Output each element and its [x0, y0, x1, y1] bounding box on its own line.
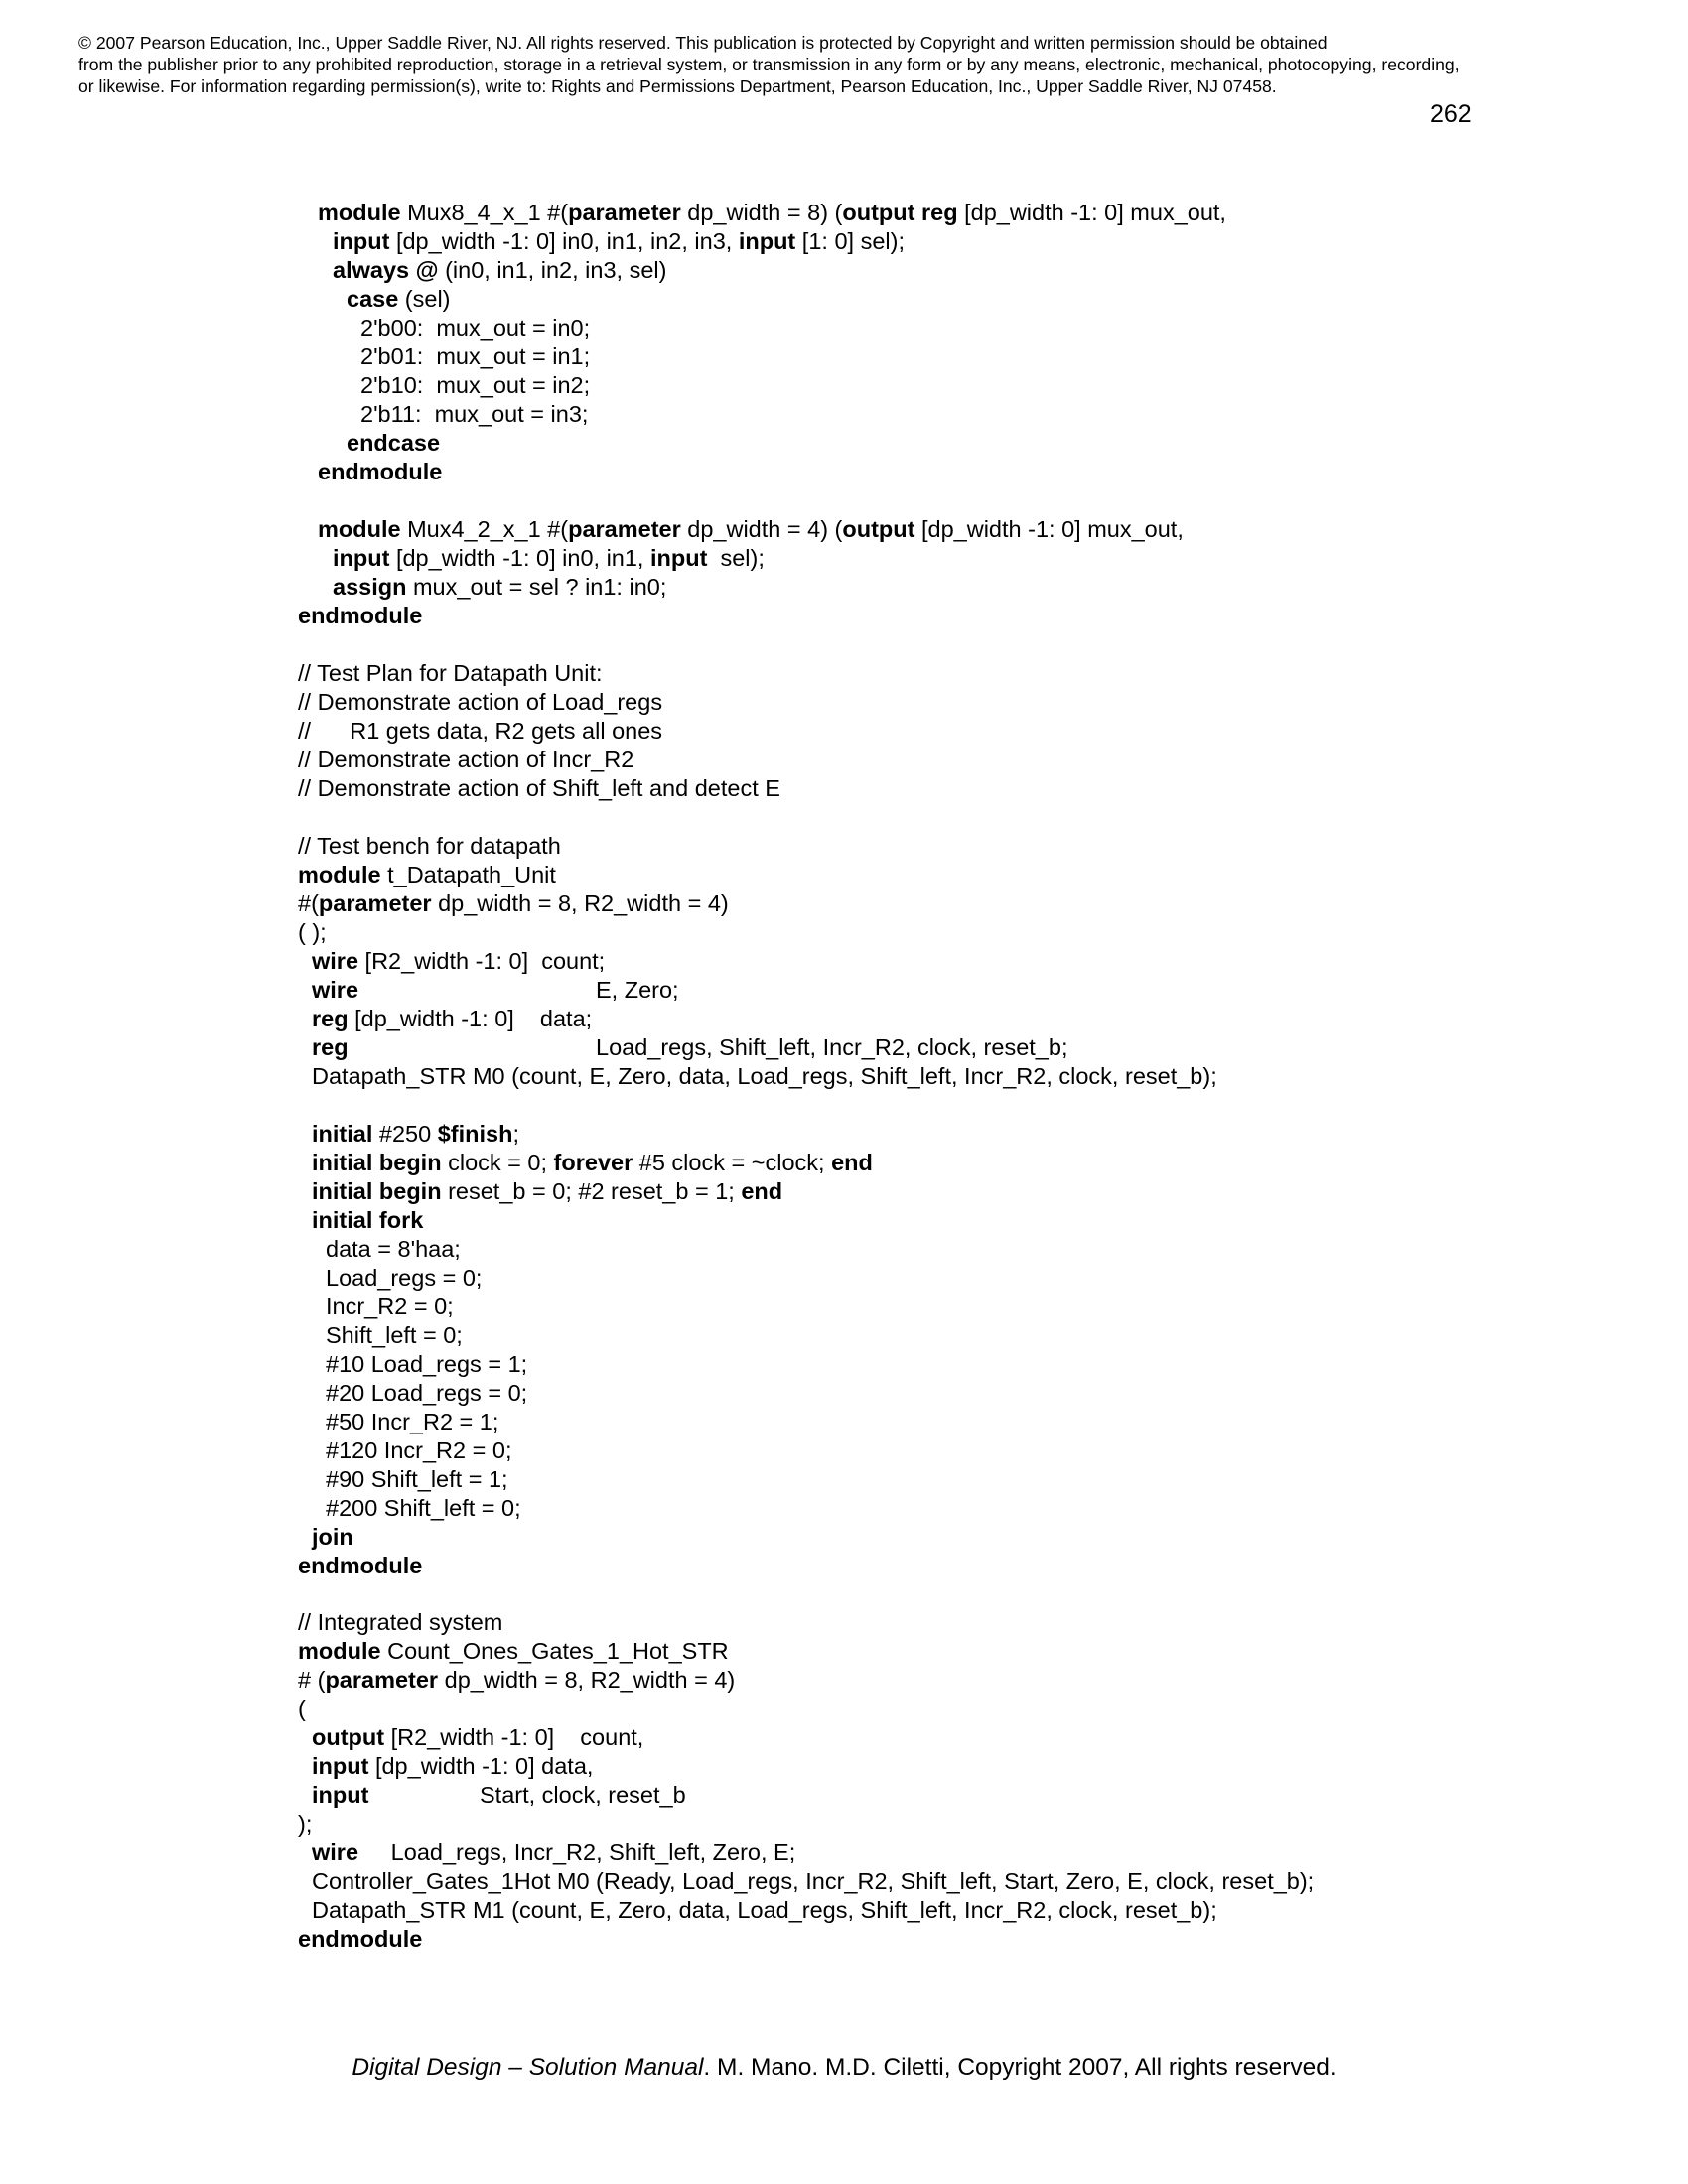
- code-text: Load_regs, Shift_left, Incr_R2, clock, reset_b;: [596, 1034, 1068, 1060]
- code-line: [326, 1321, 463, 1350]
- code-line: [360, 314, 590, 342]
- code-line: [318, 515, 1184, 544]
- code-line: [326, 1350, 527, 1379]
- code-keyword: input: [312, 1782, 369, 1808]
- code-keyword: always: [333, 257, 410, 283]
- code-text: // Demonstrate action of Load_regs: [298, 689, 663, 715]
- code-line: [298, 774, 780, 803]
- code-keyword: endcase: [347, 430, 441, 456]
- code-text: Start, clock, reset_b: [480, 1782, 686, 1808]
- code-keyword: endmodule: [298, 1926, 423, 1952]
- code-keyword: endmodule: [298, 1553, 423, 1578]
- code-keyword: module: [298, 1638, 381, 1664]
- copyright-line-2: from the publisher prior to any prohibited reproduction, storage in a retrieval system, or transmission in any form or by any means, electronic, mechanical, photocopying, recording,: [78, 55, 1460, 74]
- code-text: mux_out = sel ? in1: in0;: [406, 574, 667, 600]
- code-text: reset_b = 0; #2 reset_b = 1;: [441, 1178, 742, 1204]
- code-keyword: reg: [312, 1006, 349, 1031]
- code-line: [333, 573, 666, 602]
- footer-book-title: Digital Design – Solution Manual: [352, 2054, 704, 2081]
- page-footer: [0, 2053, 1688, 2083]
- code-line: [326, 1235, 461, 1264]
- code-keyword: wire: [312, 1840, 359, 1865]
- code-line: [298, 659, 603, 688]
- code-text: );: [298, 1811, 313, 1837]
- code-keyword: end: [741, 1178, 783, 1204]
- code-text: #200 Shift_left = 0;: [326, 1495, 521, 1521]
- code-line: [298, 1552, 422, 1580]
- code-text: t_Datapath_Unit: [380, 862, 556, 887]
- code-line: [312, 1177, 782, 1206]
- code-text: Count_Ones_Gates_1_Hot_STR: [380, 1638, 729, 1664]
- code-line: [333, 544, 765, 573]
- code-text: 2'b11: mux_out = in3;: [360, 401, 589, 427]
- code-text: [dp_width -1: 0] data;: [348, 1006, 593, 1031]
- code-text: dp_width = 8, R2_width = 4): [431, 890, 729, 916]
- code-line: [312, 976, 679, 1005]
- code-text: [dp_width -1: 0] in0, in1, in2, in3,: [389, 228, 739, 254]
- code-keyword: $finish: [437, 1121, 513, 1147]
- code-line: [326, 1494, 521, 1523]
- code-text: 2'b01: mux_out = in1;: [360, 343, 591, 369]
- code-line: [312, 1781, 686, 1810]
- code-line: [312, 1149, 873, 1177]
- code-keyword: wire: [312, 948, 359, 974]
- code-line: [312, 1896, 1217, 1925]
- code-text: data = 8'haa;: [326, 1236, 461, 1262]
- code-keyword: module: [318, 516, 401, 542]
- code-line: [298, 1637, 729, 1666]
- code-keyword: output reg: [842, 200, 958, 225]
- code-keyword: input: [650, 545, 708, 571]
- code-text: [dp_width -1: 0] mux_out,: [957, 200, 1226, 225]
- code-line: [298, 602, 422, 630]
- code-keyword: forever: [553, 1150, 633, 1175]
- code-text: #20 Load_regs = 0;: [326, 1380, 528, 1406]
- code-line: [318, 199, 1226, 227]
- code-text: dp_width = 4) (: [680, 516, 843, 542]
- code-line: [312, 1033, 1068, 1062]
- code-line: [298, 1666, 735, 1695]
- code-text: # (: [298, 1667, 326, 1693]
- code-text: (sel): [398, 286, 451, 312]
- code-line: [312, 947, 605, 976]
- code-text: [R2_width -1: 0] count;: [358, 948, 606, 974]
- code-text: #250: [372, 1121, 438, 1147]
- code-line: [312, 1752, 593, 1781]
- code-text: [dp_width -1: 0] data,: [368, 1753, 594, 1779]
- code-keyword: reg: [312, 1034, 349, 1060]
- code-line: [312, 1062, 1217, 1091]
- code-text: clock = 0;: [441, 1150, 554, 1175]
- code-text: 2'b10: mux_out = in2;: [360, 372, 591, 398]
- code-keyword: input: [333, 228, 390, 254]
- code-keyword: initial begin: [312, 1150, 442, 1175]
- code-keyword: parameter: [318, 890, 432, 916]
- code-line: [347, 285, 451, 314]
- copyright-notice: [78, 32, 1627, 97]
- code-line: [360, 342, 590, 371]
- code-keyword: assign: [333, 574, 407, 600]
- code-keyword: module: [318, 200, 401, 225]
- code-keyword: end: [831, 1150, 873, 1175]
- code-text: #10 Load_regs = 1;: [326, 1351, 528, 1377]
- code-text: [1: 0] sel);: [795, 228, 905, 254]
- code-line: [298, 1695, 306, 1723]
- code-keyword: case: [347, 286, 399, 312]
- code-line: [318, 458, 442, 486]
- code-text: Controller_Gates_1Hot M0 (Ready, Load_regs, Incr_R2, Shift_left, Start, Zero, E, clock, reset_b);: [312, 1868, 1315, 1894]
- code-text: #50 Incr_R2 = 1;: [326, 1409, 499, 1434]
- code-text: dp_width = 8) (: [680, 200, 843, 225]
- code-line: [298, 1608, 502, 1637]
- code-keyword: output: [842, 516, 915, 542]
- code-line: [326, 1408, 498, 1436]
- code-keyword: output: [312, 1724, 385, 1750]
- code-text: ;: [512, 1121, 519, 1147]
- code-text: Shift_left = 0;: [326, 1322, 463, 1348]
- footer-authors-copyright: . M. Mano. M.D. Ciletti, Copyright 2007, All rights reserved.: [703, 2054, 1336, 2081]
- code-text: #90 Shift_left = 1;: [326, 1466, 508, 1492]
- code-line: [312, 1005, 592, 1033]
- code-line: [298, 918, 327, 947]
- code-line: [298, 889, 729, 918]
- code-text: // Demonstrate action of Shift_left and detect E: [298, 775, 780, 801]
- code-text: dp_width = 8, R2_width = 4): [438, 1667, 736, 1693]
- code-line: [298, 832, 561, 861]
- code-text: 2'b00: mux_out = in0;: [360, 315, 591, 341]
- code-text: Load_regs, Incr_R2, Shift_left, Zero, E;: [358, 1840, 796, 1865]
- code-text: sel);: [707, 545, 765, 571]
- code-text: Datapath_STR M0 (count, E, Zero, data, Load_regs, Shift_left, Incr_R2, clock, reset_b);: [312, 1063, 1217, 1089]
- code-text: (in0, in1, in2, in3, sel): [438, 257, 667, 283]
- code-text: E, Zero;: [596, 977, 679, 1003]
- code-line: [298, 861, 556, 889]
- code-line: [326, 1436, 511, 1465]
- code-line: [360, 400, 588, 429]
- code-text: [dp_width -1: 0] in0, in1,: [389, 545, 650, 571]
- code-line: [326, 1293, 454, 1321]
- code-text: // Test bench for datapath: [298, 833, 561, 859]
- code-text: Mux4_2_x_1 #(: [400, 516, 569, 542]
- code-text: #120 Incr_R2 = 0;: [326, 1437, 512, 1463]
- code-line: [298, 717, 662, 746]
- code-line: [312, 1523, 353, 1552]
- code-keyword: endmodule: [298, 603, 423, 628]
- code-line: [326, 1379, 527, 1408]
- code-keyword: join: [312, 1524, 353, 1550]
- code-keyword: parameter: [568, 516, 681, 542]
- code-line: [298, 688, 662, 717]
- code-text: #(: [298, 890, 319, 916]
- code-text: // Test Plan for Datapath Unit:: [298, 660, 603, 686]
- code-keyword: module: [298, 862, 381, 887]
- code-keyword: input: [333, 545, 390, 571]
- code-keyword: input: [738, 228, 796, 254]
- code-text: Mux8_4_x_1 #(: [400, 200, 569, 225]
- code-text: // Integrated system: [298, 1609, 503, 1635]
- code-line: [333, 256, 666, 285]
- code-text: Datapath_STR M1 (count, E, Zero, data, Load_regs, Shift_left, Incr_R2, clock, reset_b);: [312, 1897, 1217, 1923]
- code-line: [312, 1723, 643, 1752]
- code-line: [347, 429, 440, 458]
- code-keyword: parameter: [568, 200, 681, 225]
- code-keyword: input: [312, 1753, 369, 1779]
- code-keyword: initial fork: [312, 1207, 424, 1233]
- code-text: Incr_R2 = 0;: [326, 1294, 454, 1319]
- code-line: [326, 1264, 482, 1293]
- code-text: #5 clock = ~clock;: [633, 1150, 832, 1175]
- code-line: [298, 1810, 312, 1839]
- code-line: [312, 1120, 519, 1149]
- code-line: [326, 1465, 508, 1494]
- code-line: [312, 1206, 423, 1235]
- code-text: [R2_width -1: 0] count,: [384, 1724, 644, 1750]
- code-keyword: initial: [312, 1121, 373, 1147]
- code-line: [312, 1839, 795, 1867]
- code-keyword: initial begin: [312, 1178, 442, 1204]
- code-keyword: parameter: [325, 1667, 439, 1693]
- code-text: (: [298, 1696, 306, 1721]
- code-text: // R1 gets data, R2 gets all ones: [298, 718, 663, 744]
- code-text: [dp_width -1: 0] mux_out,: [914, 516, 1184, 542]
- code-line: [298, 746, 633, 774]
- code-keyword: endmodule: [318, 459, 443, 484]
- copyright-line-1: © 2007 Pearson Education, Inc., Upper Saddle River, NJ. All rights reserved. This publication is protected by Copyright and written permission should be obtained: [78, 33, 1328, 53]
- code-text: // Demonstrate action of Incr_R2: [298, 747, 634, 772]
- copyright-line-3: or likewise. For information regarding permission(s), write to: Rights and Permissions Department, Pearson Education, Inc., Upper Saddle River, NJ 07458.: [78, 76, 1277, 96]
- code-line: [312, 1867, 1314, 1896]
- code-text: Load_regs = 0;: [326, 1265, 483, 1291]
- code-line: [360, 371, 590, 400]
- code-text: ( );: [298, 919, 327, 945]
- code-keyword: @: [415, 257, 439, 283]
- code-line: [333, 227, 905, 256]
- code-line: [298, 1925, 422, 1954]
- code-keyword: wire: [312, 977, 359, 1003]
- page-number: 262: [1430, 100, 1472, 128]
